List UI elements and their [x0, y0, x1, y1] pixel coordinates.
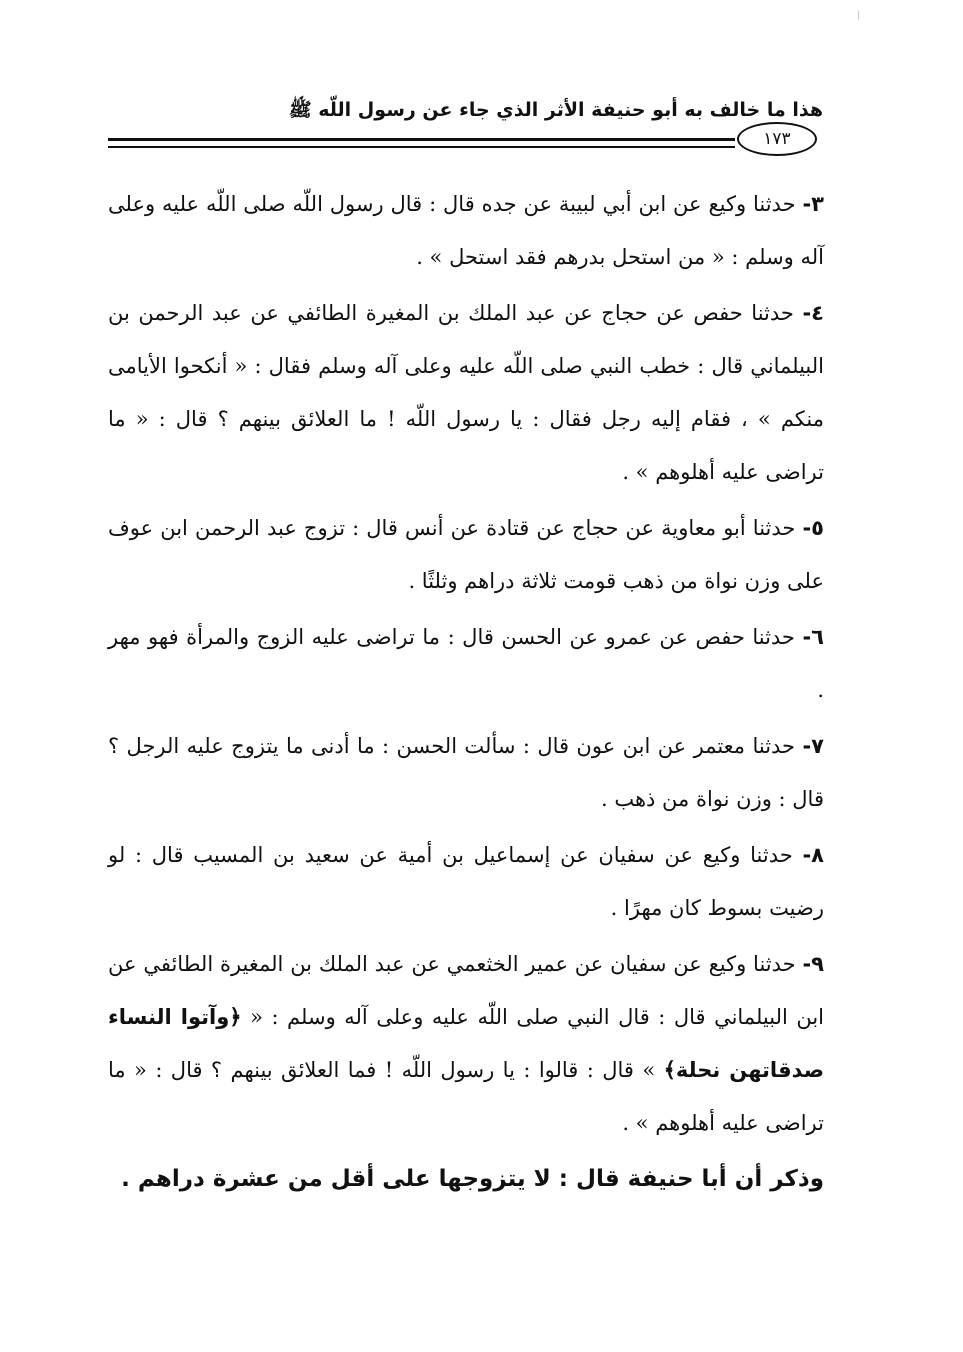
hadith-text: حدثنا وكيع عن سفيان عن إسماعيل بن أمية عن سعيد بن المسيب قال : لو رضيت بسوط كان مهرًا . [108, 843, 824, 920]
margin-mark [858, 10, 859, 20]
hadith-text: حدثنا معتمر عن ابن عون قال : سألت الحسن : ما أدنى ما يتزوج عليه الرجل ؟ قال : وزن نواة من ذهب . [108, 734, 824, 811]
hadith-number: ٦- [802, 625, 824, 649]
hadith-text: حدثنا أبو معاوية عن حجاج عن قتادة عن أنس قال : تزوج عبد الرحمن ابن عوف على وزن نواة من ذهب قومت ثلاثة دراهم وثلثًا . [108, 516, 824, 593]
hadith-number: ٥- [802, 516, 824, 540]
main-text [108, 178, 824, 1209]
hadith-number: ٩- [802, 952, 824, 976]
hadith-paragraph [108, 287, 824, 499]
running-header [108, 96, 823, 166]
header-rule-thick [108, 138, 735, 141]
hadith-paragraph [108, 611, 824, 717]
hadith-text: حدثنا حفص عن عمرو عن الحسن قال : ما تراضى عليه الزوج والمرأة فهو مهر . [108, 625, 824, 702]
hadith-paragraph [108, 829, 824, 935]
hadith-text: حدثنا وكيع عن ابن أبي لبيبة عن جده قال : قال رسول اللّه صلى اللّه عليه وعلى آله وسلم : « من استحل بدرهم فقد استحل » . [108, 192, 824, 269]
hadith-number: ٨- [802, 843, 824, 867]
hadith-number: ٧- [802, 734, 824, 758]
hadith-paragraph [108, 720, 824, 826]
quran-verse: ﴿وآتوا النساء صدقاتهن نحلة﴾ [108, 1005, 824, 1082]
page-number: ١٧٣ [737, 122, 817, 156]
header-title: هذا ما خالف به أبو حنيفة الأثر الذي جاء عن رسول اللّه ﷺ [288, 99, 823, 121]
hadith-paragraph [108, 178, 824, 284]
hadith-text: حدثنا وكيع عن سفيان عن عمير الخثعمي عن عبد الملك بن المغيرة الطائفي عن ابن البيلماني قال : قال النبي صلى اللّه عليه وعلى آله وسلم : « [108, 952, 825, 1029]
header-rule-thin [108, 146, 735, 148]
hadith-number: ٤- [802, 301, 824, 325]
hadith-paragraph [108, 502, 824, 608]
concluding-statement: وذكر أن أبا حنيفة قال : لا يتزوجها على أقل من عشرة دراهم . [121, 1166, 824, 1192]
hadith-text: حدثنا حفص عن حجاج عن عبد الملك بن المغيرة الطائفي عن عبد الرحمن بن البيلماني قال : خطب النبي صلى اللّه عليه وعلى آله وسلم فقال : « أنكحوا الأيامى منكم » ، فقام إليه رجل فقال : يا رسول اللّه ! ما العلائق بينهم ؟ قال : « ما تراضى عليه أهلوهم » . [108, 301, 824, 484]
hadith-text: » قال : قالوا : يا رسول اللّه ! فما العلائق بينهم ؟ قال : « ما تراضى عليه أهلوهم » . [108, 1058, 824, 1135]
hadith-number: ٣- [802, 192, 824, 216]
hadith-paragraph [108, 938, 824, 1150]
